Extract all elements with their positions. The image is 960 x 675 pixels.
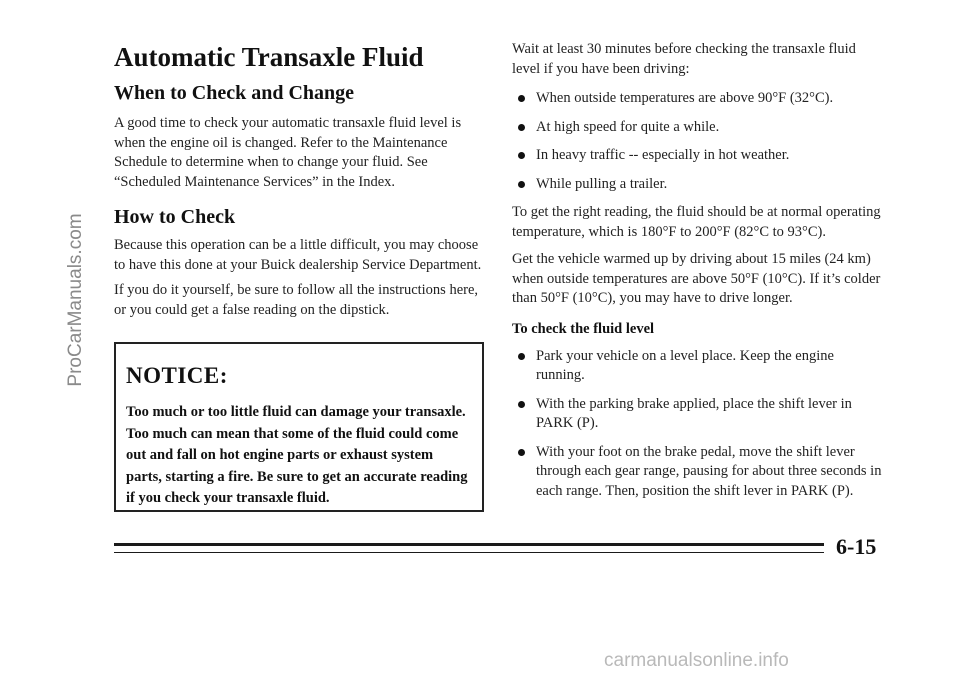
step-text: With the parking brake applied, place the shift lever in PARK (P).	[536, 395, 852, 431]
when-heading: When to Check and Change	[114, 82, 355, 104]
right-column	[512, 40, 882, 510]
how-paragraph-1: Because this operation can be a little difficult, you may choose to have this done at your Buick dealership Service Department.	[114, 237, 482, 273]
footer-rule-thick	[114, 543, 824, 546]
notice-box	[114, 342, 484, 512]
bullet-icon	[518, 401, 525, 408]
how-heading: How to Check	[114, 206, 236, 228]
intro-paragraph: Wait at least 30 minutes before checking the transaxle fluid level if you have been driving:	[512, 41, 856, 77]
notice-text: Too much or too little fluid can damage your transaxle. Too much can mean that some of the fluid could come out and fall on hot engine parts or exhaust system parts, starting a fire. Be sure to get an accurate reading if you check your transaxle fluid.	[126, 404, 468, 506]
bullet-icon	[518, 95, 525, 102]
how-paragraph-2: If you do it yourself, be sure to follow all the instructions here, or you could get a false reading on the dipstick.	[114, 282, 479, 318]
list-item	[512, 347, 882, 386]
list-item	[512, 118, 882, 138]
condition-text: When outside temperatures are above 90°F (32°C).	[536, 90, 834, 106]
footer-rule-thin	[114, 552, 824, 553]
when-paragraph: A good time to check your automatic transaxle fluid level is when the engine oil is changed. Refer to the Maintenance Schedule to determine when to change your fluid. See “Scheduled Maintenance Services” in the Index.	[114, 115, 462, 190]
list-item	[512, 146, 882, 166]
list-item	[512, 175, 882, 195]
condition-text: While pulling a trailer.	[536, 175, 668, 192]
list-item	[512, 443, 882, 502]
warmup-paragraph: Get the vehicle warmed up by driving about 15 miles (24 km) when outside temperatures are above 50°F (10°C). If it’s colder than 50°F (10°C), you may have to drive longer.	[512, 251, 881, 306]
notice-title: NOTICE:	[126, 363, 228, 388]
condition-text: In heavy traffic -- especially in hot weather.	[536, 147, 790, 163]
step-text: With your foot on the brake pedal, move the shift lever through each gear range, pausing for about three seconds in each range. Then, position the shift lever in PARK (P).	[536, 443, 882, 499]
list-item	[512, 395, 882, 434]
condition-text: At high speed for quite a while.	[536, 118, 720, 135]
bullet-icon	[518, 152, 525, 159]
bullet-icon	[518, 353, 525, 360]
bullet-icon	[518, 449, 525, 456]
check-heading: To check the fluid level	[512, 320, 655, 337]
conditions-list	[512, 89, 882, 194]
left-column	[114, 40, 482, 326]
section-title: Automatic Transaxle Fluid	[114, 42, 424, 72]
temperature-paragraph: To get the right reading, the fluid should be at normal operating temperature, which is 180°F to 200°F (82°C to 93°C).	[512, 204, 881, 240]
bullet-icon	[518, 181, 525, 188]
page-number: 6-15	[836, 534, 877, 559]
steps-list	[512, 347, 882, 502]
side-watermark: ProCarManuals.com	[65, 213, 86, 387]
list-item	[512, 89, 882, 109]
step-text: Park your vehicle on a level place. Keep the engine running.	[536, 347, 834, 383]
bottom-watermark: carmanualsonline.info	[604, 650, 789, 671]
bullet-icon	[518, 124, 525, 131]
